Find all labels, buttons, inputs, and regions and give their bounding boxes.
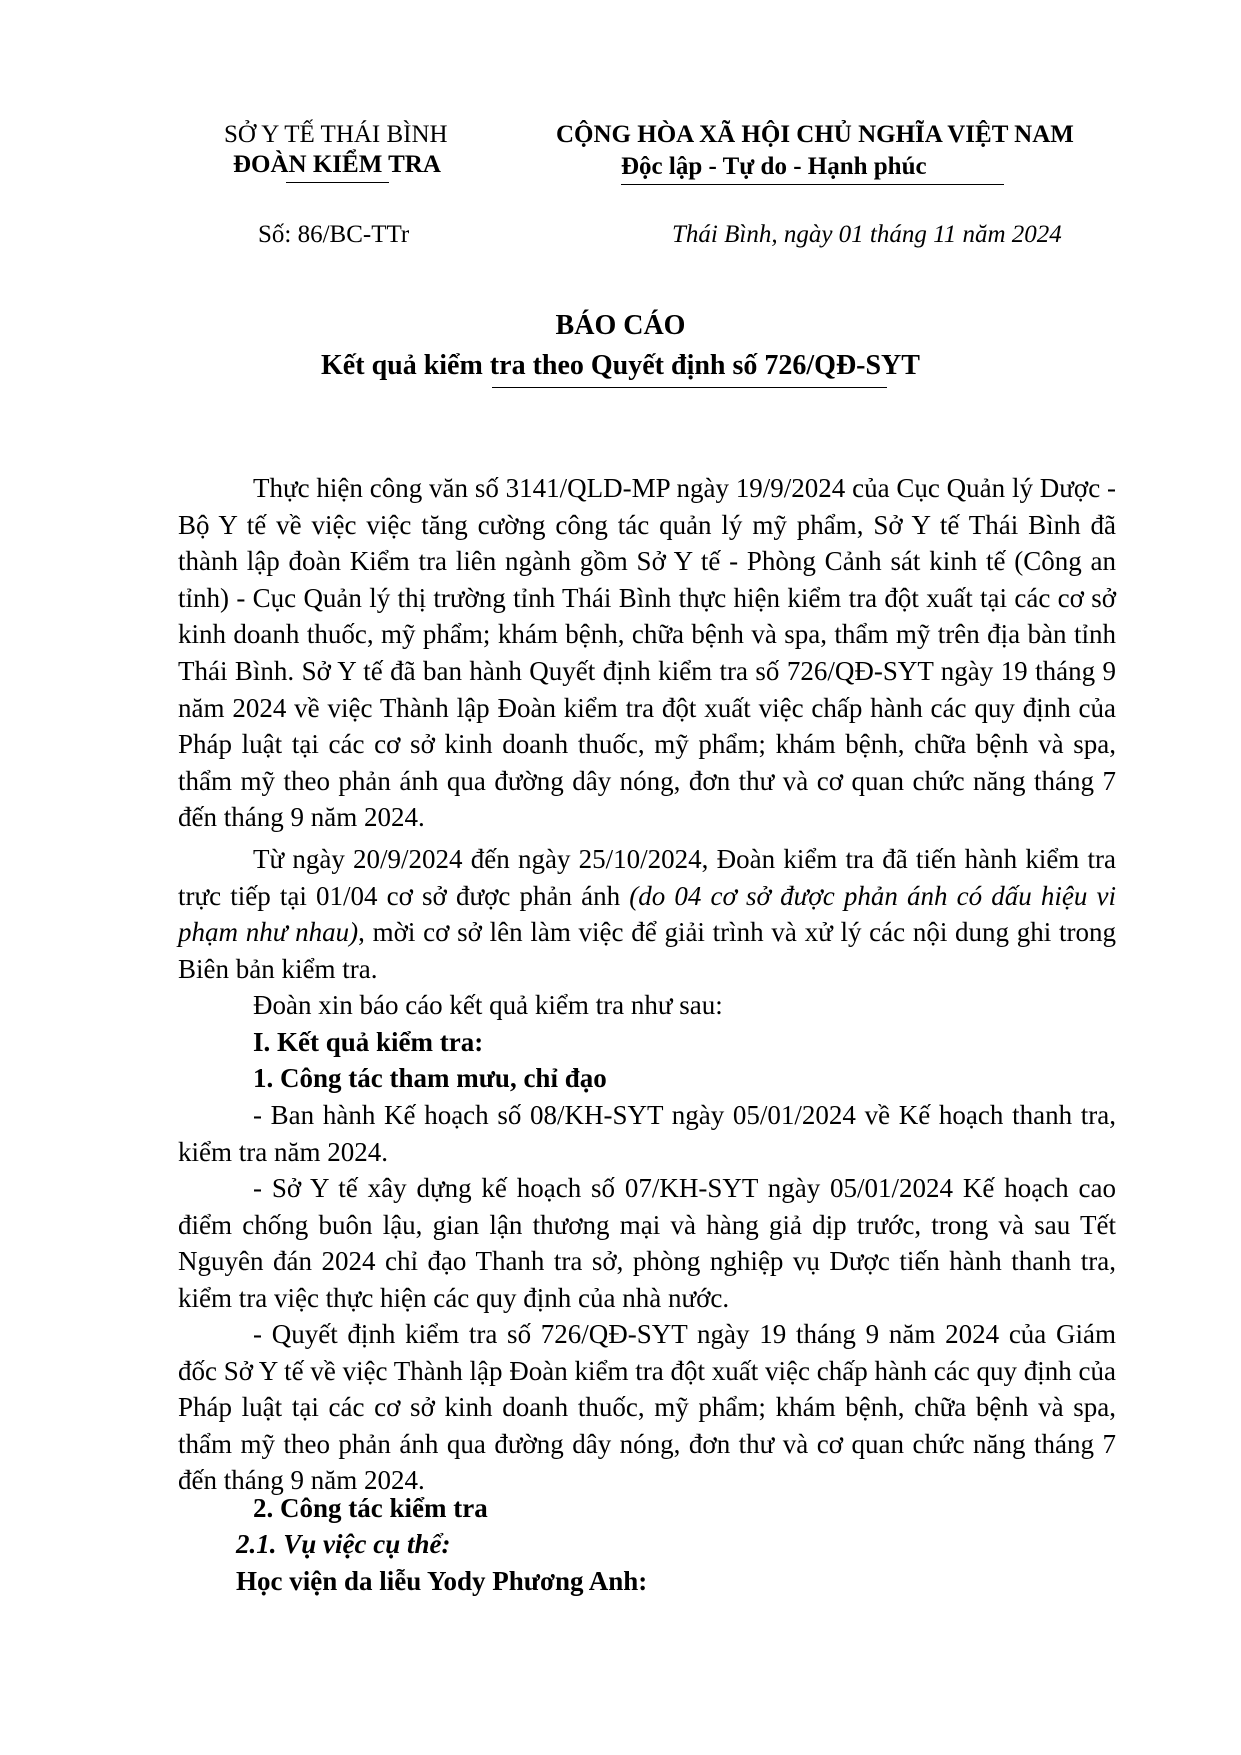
agency-name: SỞ Y TẾ THÁI BÌNH: [224, 121, 448, 148]
period-text-start: Từ ngày 20/9/2024 đến ngày 25/10/2024, Đoàn kiểm tra đã tiến hành kiểm tra trực tiếp tại 01/04 cơ sở được phản ánh: [178, 844, 1116, 911]
inspection-period-paragraph: [178, 841, 1116, 987]
facility-heading: Học viện da liễu Yody Phương Anh:: [236, 1566, 648, 1596]
place-date: Thái Bình, ngày 01 tháng 11 năm 2024: [672, 221, 1062, 248]
agency-unit: ĐOÀN KIỂM TRA: [233, 151, 441, 178]
subsection-heading-advisory: 1. Công tác tham mưu, chỉ đạo: [253, 1063, 607, 1093]
document-number: Số: 86/BC-TTr: [258, 221, 410, 248]
section-heading-results: I. Kết quả kiểm tra:: [253, 1027, 484, 1057]
subsection-heading-cases: 2.1. Vụ việc cụ thể:: [236, 1529, 451, 1559]
national-title: CỘNG HÒA XÃ HỘI CHỦ NGHĨA VIỆT NAM: [556, 121, 1074, 148]
document-subtitle: Kết quả kiểm tra theo Quyết định số 726/QĐ-SYT: [321, 350, 920, 381]
motto-underline: [621, 184, 1004, 185]
report-lead: Đoàn xin báo cáo kết quả kiểm tra như sau:: [253, 990, 723, 1020]
period-note: (do 04 cơ sở được phản ánh có dấu hiệu vi phạm như nhau): [178, 880, 1116, 948]
period-text-end: , mời cơ sở lên làm việc để giải trình và xử lý các nội dung ghi trong Biên bản kiểm tra.: [178, 917, 1116, 984]
subsection-heading-inspection: 2. Công tác kiểm tra: [253, 1493, 488, 1523]
plan-item-1: - Ban hành Kế hoạch số 08/KH-SYT ngày 05/01/2024 về Kế hoạch thanh tra, kiểm tra năm 2024.: [178, 1100, 1116, 1167]
agency-underline: [286, 182, 389, 183]
national-motto: Độc lập - Tự do - Hạnh phúc: [621, 153, 927, 180]
plan-item-2: - Sở Y tế xây dựng kế hoạch số 07/KH-SYT ngày 05/01/2024 Kế hoạch cao điểm chống buôn lậu, gian lận thương mại và hàng giả dịp trước, trong và sau Tết Nguyên đán 2024 chỉ đạo Thanh tra sở, phòng nghiệp vụ Dược tiến hành thanh tra, kiểm tra việc thực hiện các quy định của nhà nước.: [178, 1173, 1116, 1313]
subtitle-underline: [492, 387, 887, 388]
plan-item-3: - Quyết định kiểm tra số 726/QĐ-SYT ngày 19 tháng 9 năm 2024 của Giám đốc Sở Y tế về việc Thành lập Đoàn kiểm tra đột xuất việc chấp hành các quy định của Pháp luật tại các cơ sở kinh doanh thuốc, mỹ phẩm; khám bệnh, chữa bệnh và spa, thẩm mỹ theo phản ánh qua đường dây nóng, đơn thư và cơ quan chức năng tháng 7 đến tháng 9 năm 2024.: [178, 1319, 1116, 1496]
intro-paragraph: Thực hiện công văn số 3141/QLD-MP ngày 19/9/2024 của Cục Quản lý Dược - Bộ Y tế về việc việc tăng cường công tác quản lý mỹ phẩm, Sở Y tế Thái Bình đã thành lập đoàn Kiểm tra liên ngành gồm Sở Y tế - Phòng Cảnh sát kinh tế (Công an tỉnh) - Cục Quản lý thị trường tỉnh Thái Bình thực hiện kiểm tra đột xuất tại các cơ sở kinh doanh thuốc, mỹ phẩm; khám bệnh, chữa bệnh và spa, thẩm mỹ trên địa bàn tỉnh Thái Bình. Sở Y tế đã ban hành Quyết định kiểm tra số 726/QĐ-SYT ngày 19 tháng 9 năm 2024 về việc Thành lập Đoàn kiểm tra đột xuất việc chấp hành các quy định của Pháp luật tại các cơ sở kinh doanh thuốc, mỹ phẩm; khám bệnh, chữa bệnh và spa, thẩm mỹ theo phản ánh qua đường dây nóng, đơn thư và cơ quan chức năng tháng 7 đến tháng 9 năm 2024.: [178, 473, 1116, 833]
document-title: BÁO CÁO: [555, 310, 686, 341]
